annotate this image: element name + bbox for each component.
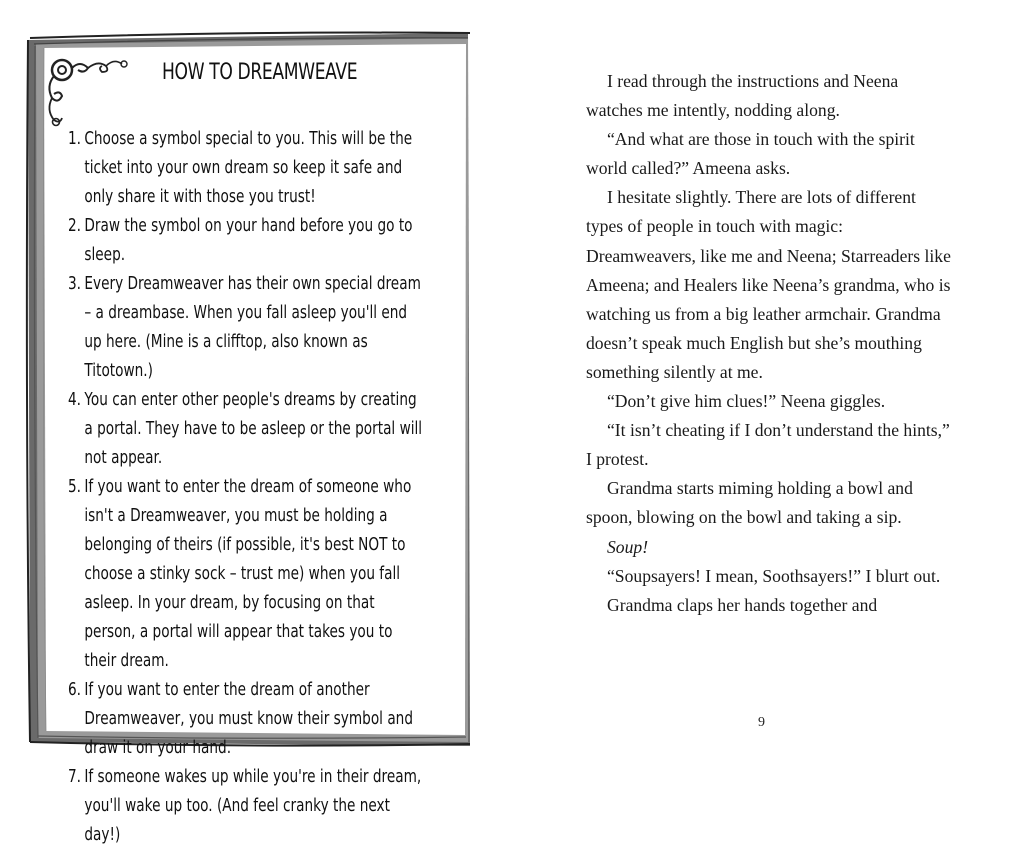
- item-text: If you want to enter the dream of another Dreamweaver, you must know their symbol and draw it on your hand.: [84, 680, 414, 758]
- list-item: [68, 386, 427, 473]
- paragraph: “And what are those in touch with the spirit world called?” Ameena asks.: [586, 129, 915, 179]
- item-text: If someone wakes up while you're in their dream, you'll wake up too. (And feel cranky the next day!): [84, 767, 422, 845]
- list-item: [68, 676, 427, 763]
- paragraph: Grandma starts miming holding a bowl and spoon, blowing on the bowl and taking a sip.: [586, 478, 913, 528]
- instruction-list: [68, 125, 427, 850]
- paragraph: I read through the instructions and Neena watches me intently, nodding along.: [586, 71, 899, 121]
- list-item: [68, 212, 427, 270]
- item-number: 3.: [68, 274, 82, 294]
- item-text: You can enter other people's dreams by creating a portal. They have to be asleep or the portal will not appear.: [84, 390, 423, 468]
- item-text: Choose a symbol special to you. This will be the ticket into your own dream so keep it safe and only share it with those you trust!: [84, 129, 413, 207]
- item-number: 7.: [68, 767, 82, 787]
- italic-exclamation: Soup!: [607, 536, 649, 557]
- list-item: [68, 270, 427, 386]
- page-number: 9: [758, 715, 765, 730]
- item-number: 2.: [68, 216, 82, 236]
- list-item: [68, 125, 427, 212]
- list-item: [68, 763, 427, 850]
- list-item: [68, 473, 427, 676]
- swirl-ornament-icon: [40, 46, 130, 136]
- paragraph: [586, 533, 956, 562]
- instructions-panel: [0, 0, 480, 845]
- paragraph: “It isn’t cheating if I don’t understand the hints,” I protest.: [586, 420, 950, 470]
- story-text: [586, 67, 956, 620]
- item-text: Draw the symbol on your hand before you go to sleep.: [84, 216, 413, 265]
- item-text: If you want to enter the dream of someone who isn't a Dreamweaver, you must be holding a belonging of theirs (if possible, it's best NOT to choose a stinky sock – trust me) when you fall asleep. In your dream, by focusing on that person, a portal will appear that takes you to their dream.: [84, 477, 412, 671]
- paragraph: I hesitate slightly. There are lots of different types of people in touch with magic: Dreamweavers, like me and Neena; Starreaders like Ameena; and Healers like Neena’s grandma, who is watching us from a big leather armchair. Grandma doesn’t speak much English but she’s mouthing something silently at me.: [586, 187, 951, 382]
- item-number: 5.: [68, 477, 82, 497]
- item-number: 1.: [68, 129, 82, 149]
- paragraph: “Don’t give him clues!” Neena giggles.: [607, 391, 886, 412]
- item-text: Every Dreamweaver has their own special dream – a dreambase. When you fall asleep you'll end up here. (Mine is a clifftop, also known as Titotown.): [84, 274, 421, 381]
- item-number: 4.: [68, 390, 82, 410]
- paragraph: Grandma claps her hands together and: [607, 594, 878, 615]
- panel-title: HOW TO DREAMWEAVE: [162, 60, 358, 85]
- item-number: 6.: [68, 680, 82, 700]
- paragraph: “Soupsayers! I mean, Soothsayers!” I blurt out.: [607, 565, 941, 586]
